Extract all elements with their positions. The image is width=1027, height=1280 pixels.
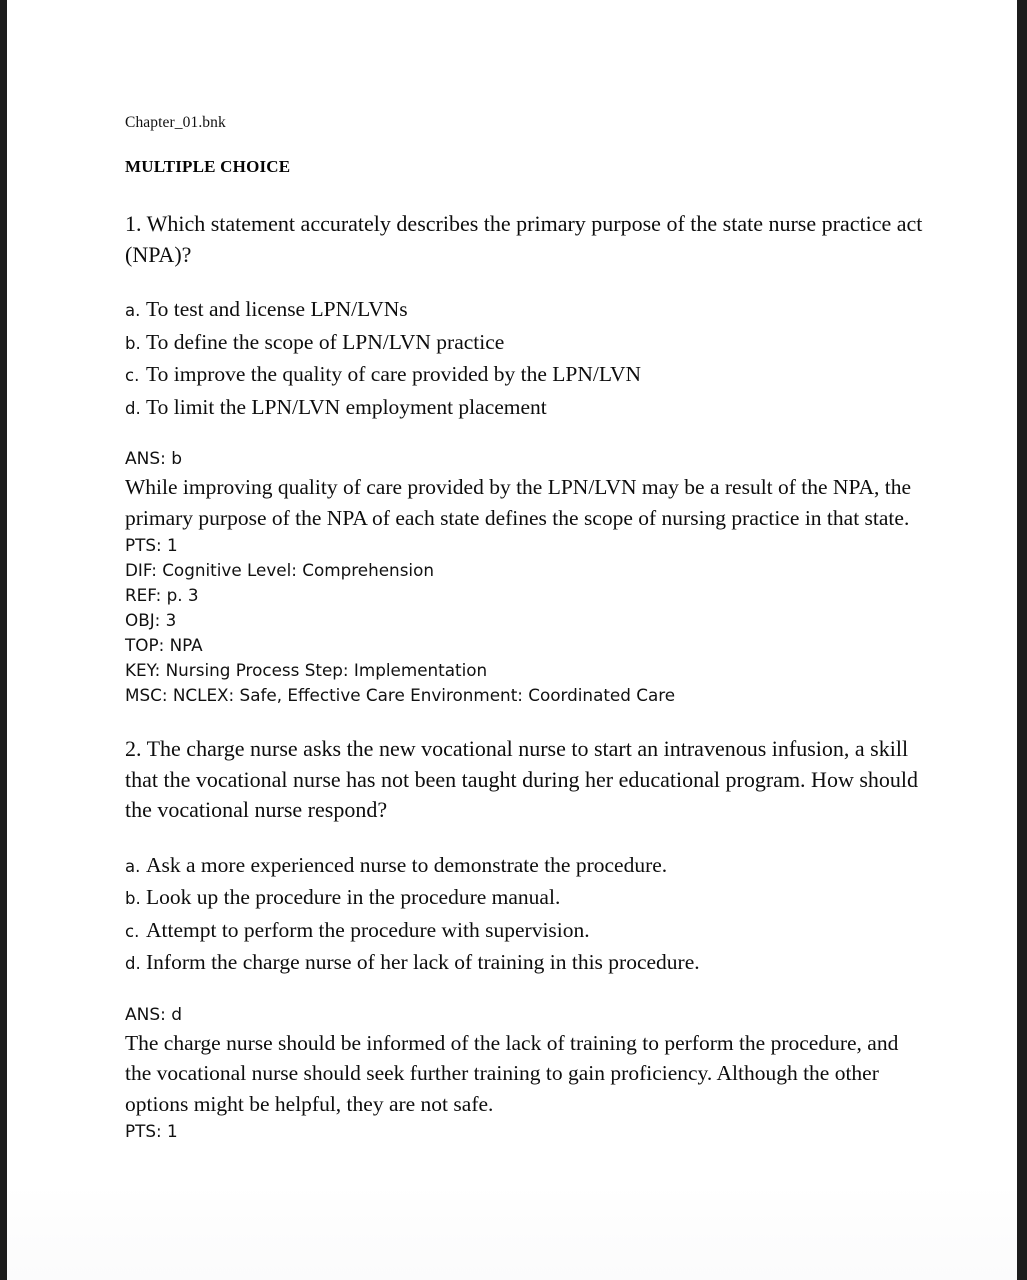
question-stem: 1. Which statement accurately describes the primary purpose of the state nurse practice act (NPA)? — [125, 211, 923, 267]
section-spacer — [125, 708, 925, 734]
metadata-top: TOP: NPA — [125, 635, 203, 655]
option-list — [125, 294, 925, 424]
option-item[interactable] — [125, 359, 925, 392]
option-text: To improve the quality of care provided by the LPN/LVN — [146, 362, 642, 386]
option-letter: b. — [125, 889, 141, 908]
option-text: Attempt to perform the procedure with supervision. — [146, 917, 590, 942]
metadata-pts: PTS: 1 — [125, 1121, 178, 1141]
option-item[interactable] — [125, 850, 925, 883]
question-stem: 2. The charge nurse asks the new vocational nurse to start an intravenous infusion, a skill that the vocational nurse has not been taught during her educational program. How should the vocational nurse respond? — [125, 736, 919, 822]
option-item[interactable] — [125, 947, 925, 980]
option-text: To test and license LPN/LVNs — [146, 297, 408, 321]
option-text: To define the scope of LPN/LVN practice — [146, 329, 505, 354]
option-letter: d. — [125, 954, 141, 973]
document-page — [7, 0, 1017, 1280]
option-item[interactable] — [125, 392, 925, 425]
option-letter: d. — [125, 398, 141, 418]
document-content — [125, 112, 925, 1144]
option-letter: c. — [125, 921, 140, 941]
option-text: Inform the charge nurse of her lack of training in this procedure. — [146, 950, 700, 974]
scan-fade-artifact — [7, 1184, 1017, 1280]
question-block — [125, 734, 925, 1144]
answer-line: ANS: d — [125, 1004, 183, 1025]
answer-rationale: While improving quality of care provided by the LPN/LVN may be a result of the NPA, the primary purpose of the NPA of each state defines the scope of nursing practice in that state. — [125, 475, 911, 530]
metadata-pts: PTS: 1 — [125, 535, 178, 555]
question-block — [125, 209, 925, 708]
option-letter: a. — [125, 301, 141, 320]
option-item[interactable] — [125, 915, 925, 948]
document-filename: Chapter_01.bnk — [125, 114, 226, 131]
answer-line: ANS: b — [125, 449, 183, 469]
question-metadata-list — [125, 1119, 925, 1144]
metadata-obj: OBJ: 3 — [125, 610, 177, 630]
option-item[interactable] — [125, 882, 925, 915]
option-text: Look up the procedure in the procedure manual. — [146, 885, 561, 909]
option-letter: c. — [125, 366, 140, 385]
answer-rationale: The charge nurse should be informed of the lack of training to perform the procedure, and the vocational nurse should seek further training to gain proficiency. Although the other options might be helpful, they are not safe. — [125, 1030, 899, 1116]
option-item[interactable] — [125, 294, 925, 327]
option-item[interactable] — [125, 327, 925, 360]
option-list — [125, 850, 925, 980]
option-text: To limit the LPN/LVN employment placement — [146, 394, 547, 419]
metadata-msc: MSC: NCLEX: Safe, Effective Care Environment: Coordinated Care — [125, 685, 676, 705]
option-letter: a. — [125, 856, 141, 876]
metadata-key: KEY: Nursing Process Step: Implementation — [125, 660, 488, 680]
metadata-ref: REF: p. 3 — [125, 585, 199, 605]
option-text: Ask a more experienced nurse to demonstrate the procedure. — [146, 852, 668, 877]
section-heading: MULTIPLE CHOICE — [125, 157, 291, 176]
metadata-dif: DIF: Cognitive Level: Comprehension — [125, 560, 435, 580]
question-metadata-list — [125, 533, 925, 708]
option-letter: b. — [125, 333, 141, 353]
